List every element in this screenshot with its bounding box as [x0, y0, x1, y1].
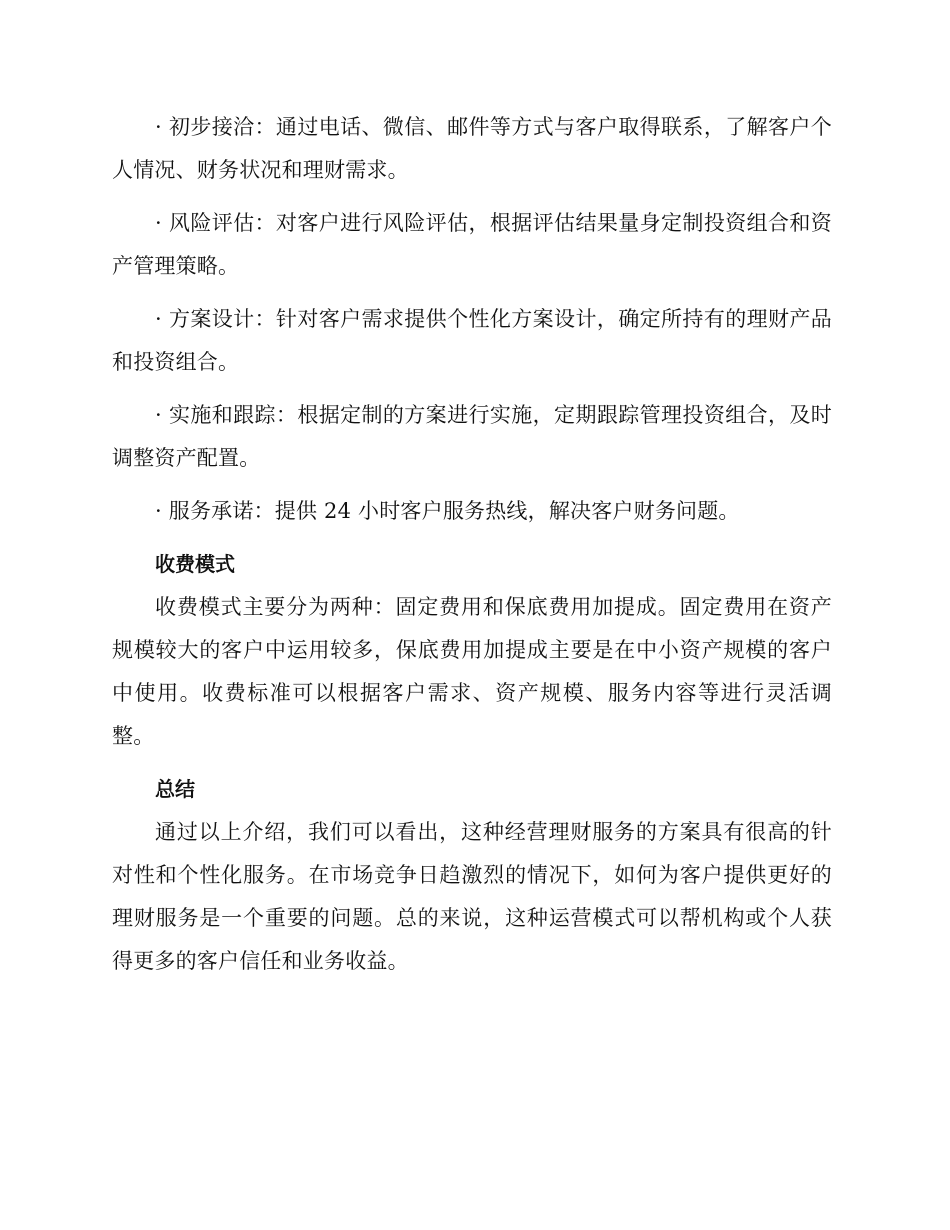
- service-process-list: [112, 106, 832, 533]
- summary-section: [112, 768, 832, 983]
- fee-section-body: 收费模式主要分为两种：固定费用和保底费用加提成。固定费用在资产规模较大的客户中运用较多，保底费用加提成主要是在中小资产规模的客户中使用。收费标准可以根据客户需求、资产规模、服务内容等进行灵活调整。: [112, 595, 832, 748]
- bullet-implementation-tracking: · 实施和跟踪：根据定制的方案进行实施，定期跟踪管理投资组合，及时调整资产配置。: [112, 403, 832, 470]
- bullet-risk-assessment: · 风险评估：对客户进行风险评估，根据评估结果量身定制投资组合和资产管理策略。: [112, 211, 832, 278]
- bullet-initial-contact: · 初步接洽：通过电话、微信、邮件等方式与客户取得联系，了解客户个人情况、财务状况和理财需求。: [112, 115, 832, 182]
- document-page: [112, 106, 832, 993]
- bullet-plan-design: · 方案设计：针对客户需求提供个性化方案设计，确定所持有的理财产品和投资组合。: [112, 307, 832, 374]
- fee-section-heading: 收费模式: [155, 552, 235, 576]
- summary-section-body: 通过以上介绍，我们可以看出，这种经营理财服务的方案具有很高的针对性和个性化服务。在市场竞争日趋激烈的情况下，如何为客户提供更好的理财服务是一个重要的问题。总的来说，这种运营模式可以帮机构或个人获得更多的客户信任和业务收益。: [112, 820, 832, 973]
- bullet-service-commitment: · 服务承诺：提供 24 小时客户服务热线，解决客户财务问题。: [155, 499, 740, 523]
- summary-section-heading: 总结: [155, 777, 195, 801]
- fee-section: [112, 543, 832, 758]
